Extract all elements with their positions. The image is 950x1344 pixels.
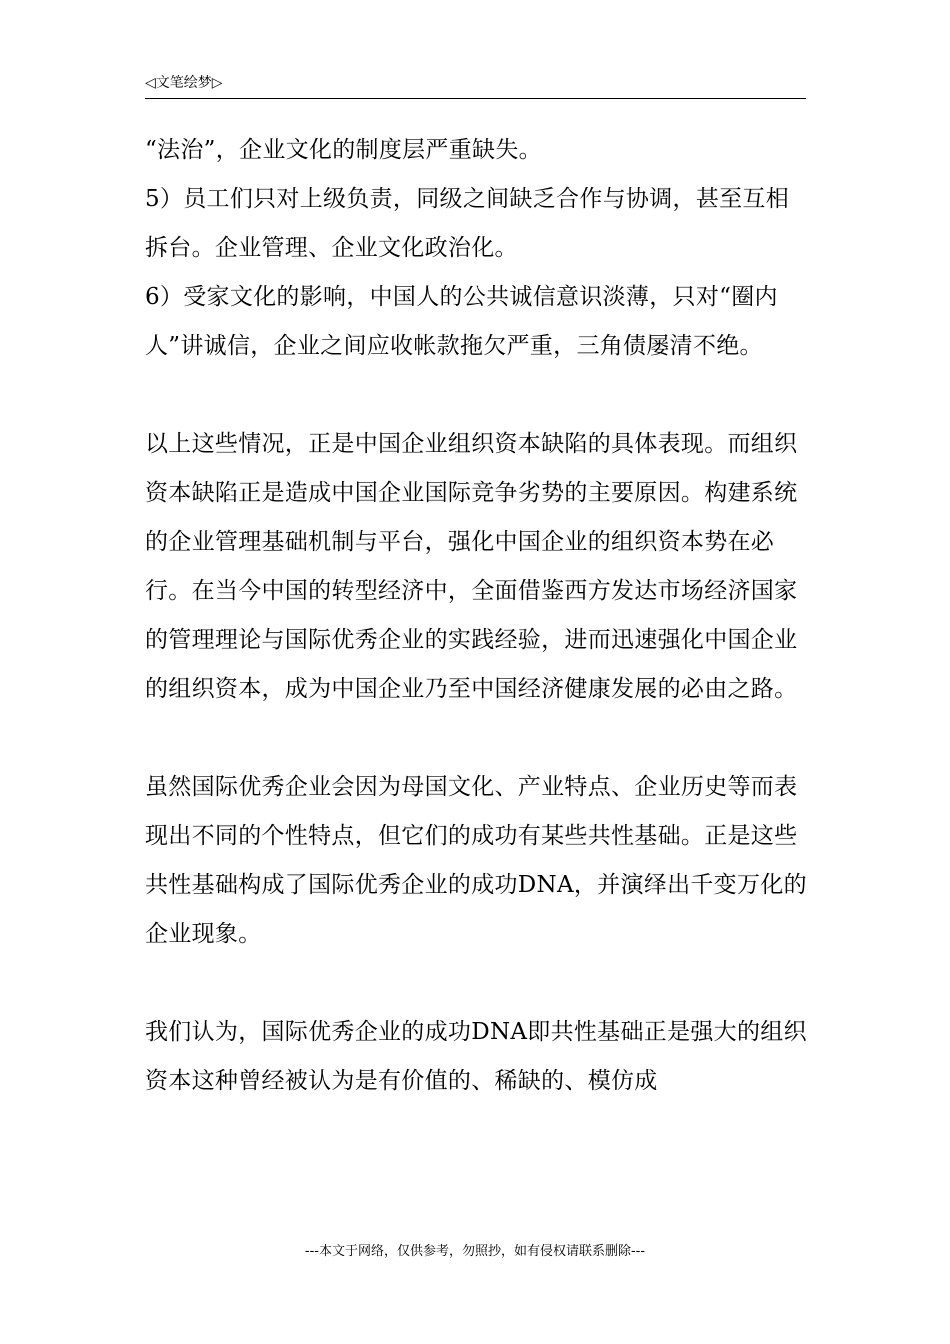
paragraph-gap	[145, 959, 810, 1008]
page-footer: ---本文于网络，仅供参考，勿照抄，如有侵权请联系删除---	[304, 1244, 646, 1259]
paragraph-gap	[145, 714, 810, 763]
document-body	[145, 126, 810, 1106]
paragraph-1: “法治”，企业文化的制度层严重缺失。	[145, 137, 542, 163]
header-title: ◁文笔绘梦▷	[145, 75, 223, 91]
paragraph-5: 虽然国际优秀企业会因为母国文化、产业特点、企业历史等而表现出不同的个性特点，但它们的成功有某些共性基础。正是这些共性基础构成了国际优秀企业的成功DNA，并演绎出千变万化的企业现象。	[145, 774, 807, 947]
paragraph-gap	[145, 371, 810, 420]
page-header	[145, 74, 806, 99]
paragraph-3: 6）受家文化的影响，中国人的公共诚信意识淡薄，只对“圈内人”讲诚信，企业之间应收帐款拖欠严重，三角债屡清不绝。	[145, 284, 778, 359]
paragraph-4: 以上这些情况，正是中国企业组织资本缺陷的具体表现。而组织资本缺陷正是造成中国企业国际竞争劣势的主要原因。构建系统的企业管理基础机制与平台，强化中国企业的组织资本势在必行。在当今中国的转型经济中，全面借鉴西方发达市场经济国家的管理理论与国际优秀企业的实践经验，进而迅速强化中国企业的组织资本，成为中国企业乃至中国经济健康发展的必由之路。	[145, 431, 798, 702]
paragraph-2: 5）员工们只对上级负责，同级之间缺乏合作与协调，甚至互相拆台。企业管理、企业文化政治化。	[145, 186, 790, 261]
paragraph-6: 我们认为，国际优秀企业的成功DNA即共性基础正是强大的组织资本这种曾经被认为是有价值的、稀缺的、模仿成	[145, 1019, 807, 1094]
